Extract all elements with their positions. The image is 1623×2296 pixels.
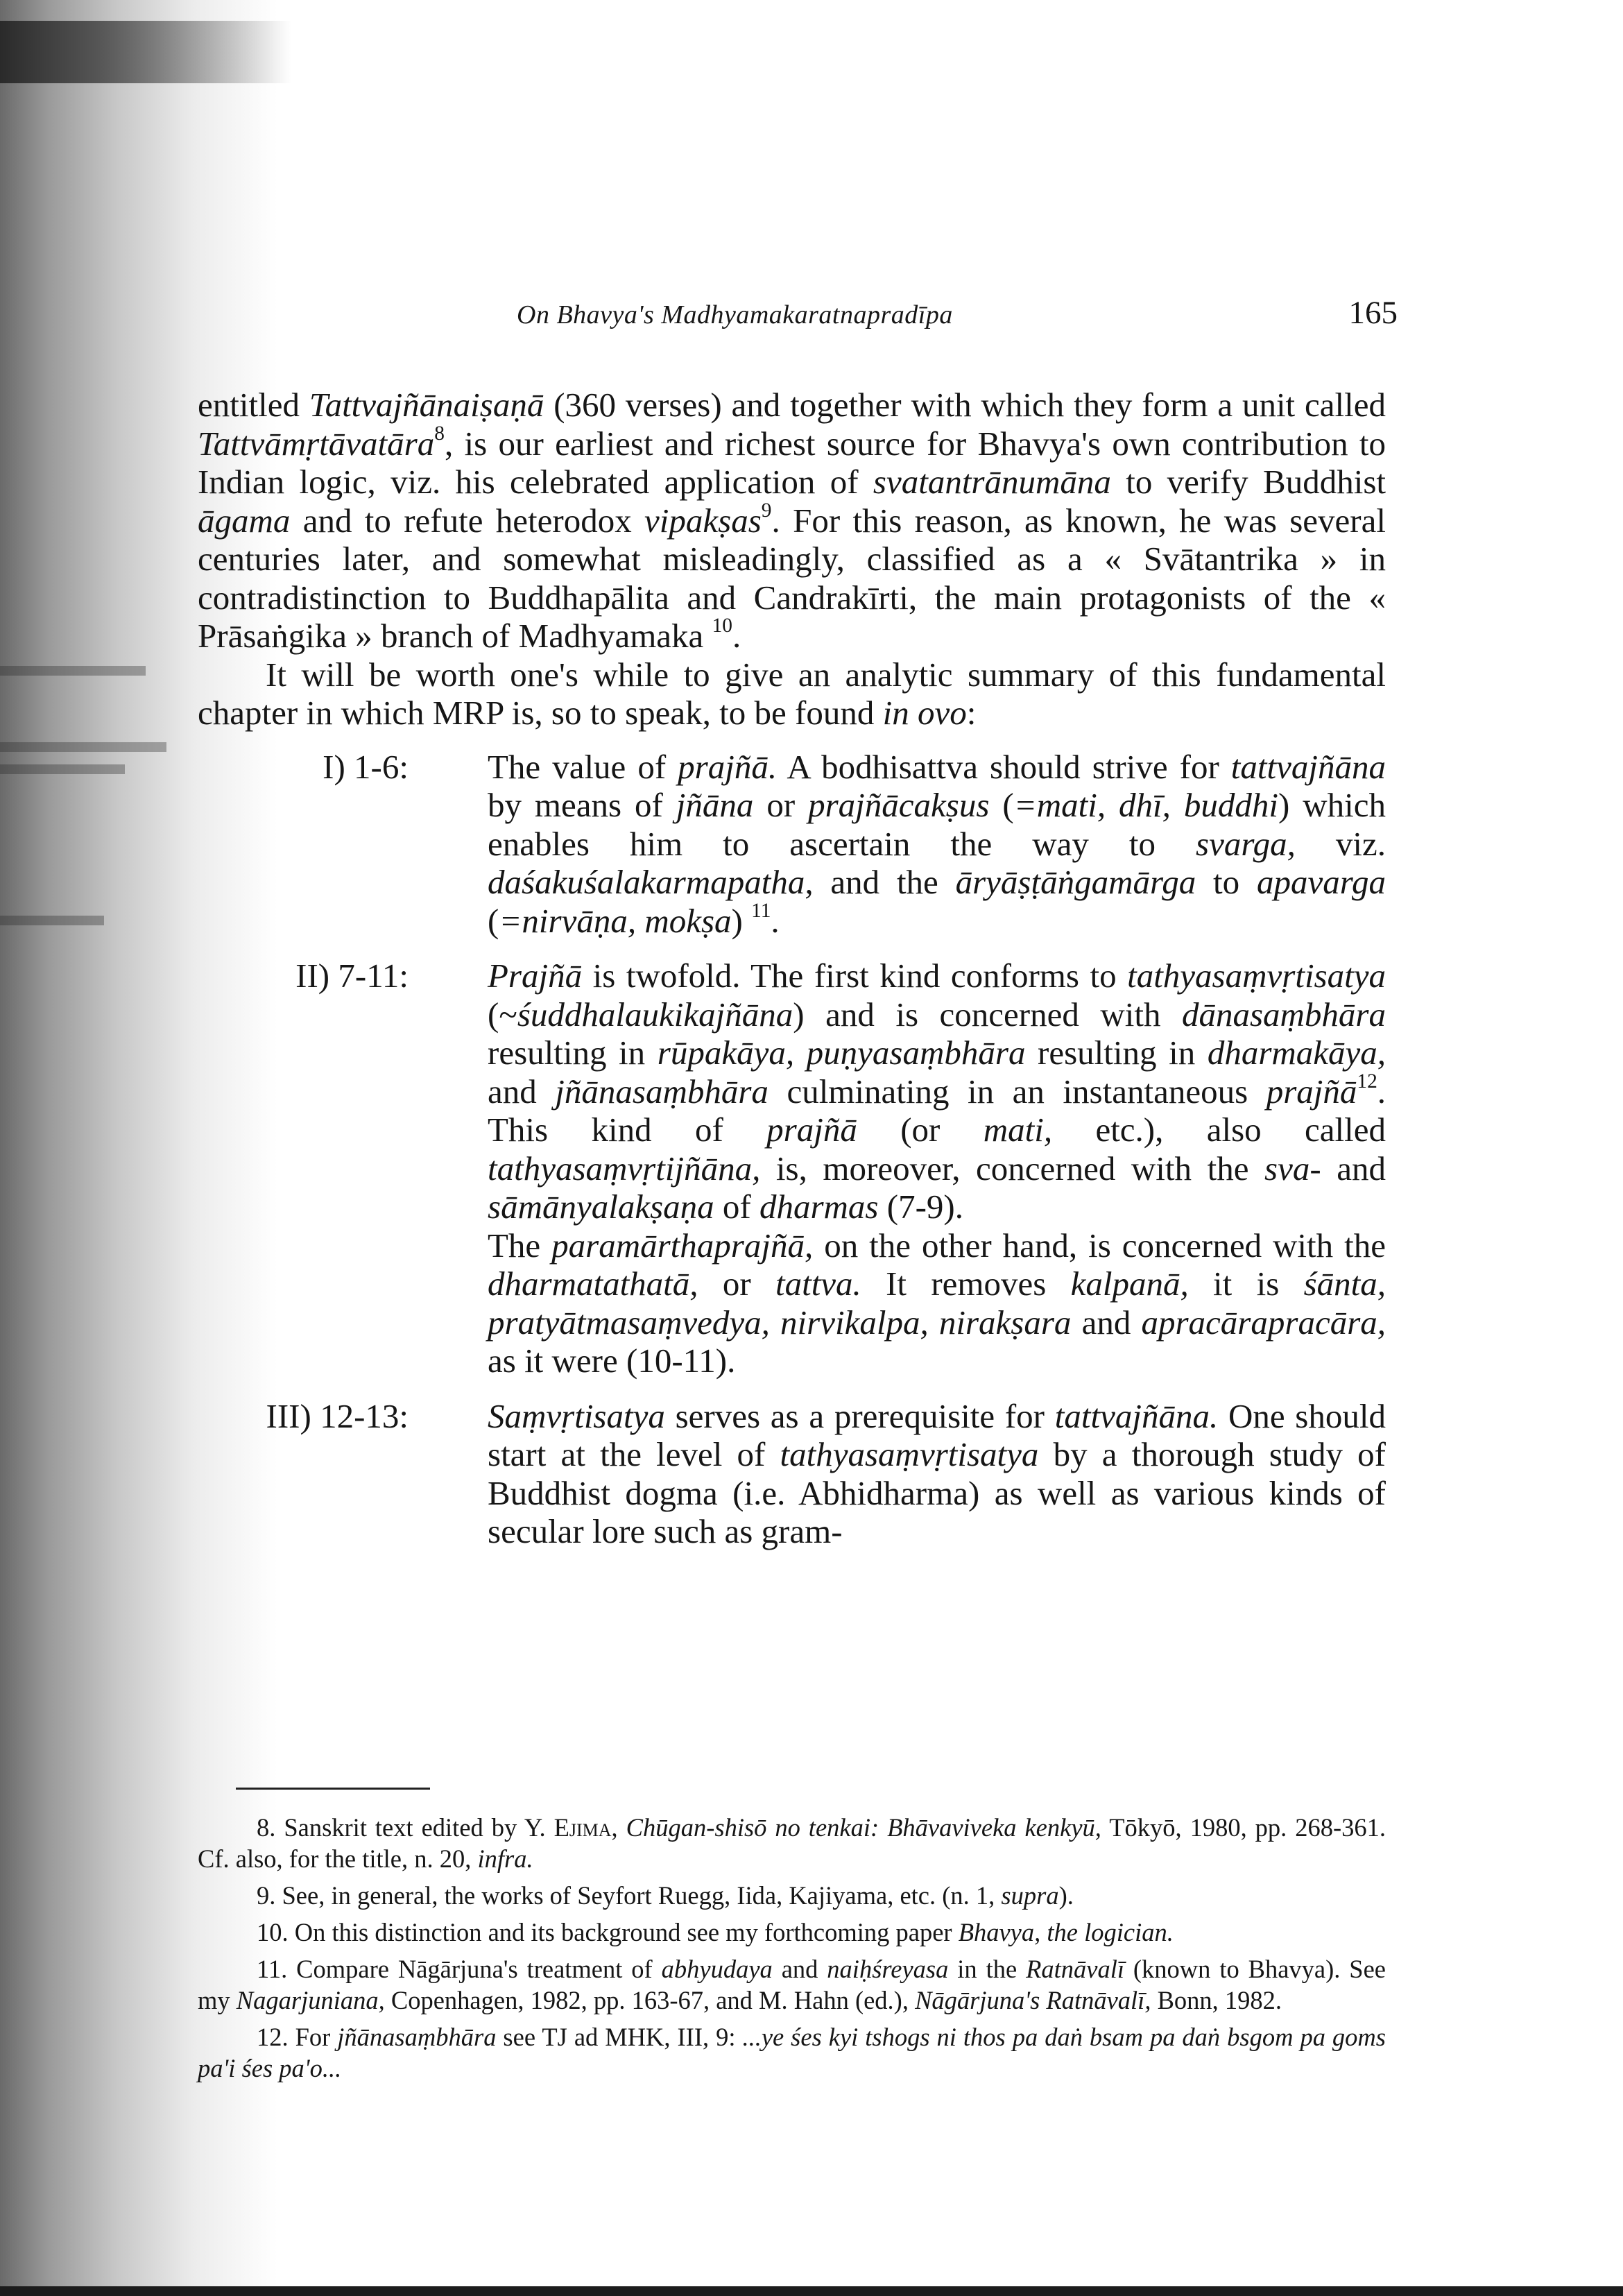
running-title: On Bhavya's Madhyamakaratnapradīpa xyxy=(517,300,953,329)
footnote-12: 12. For jñānasaṃbhāra see TJ ad MHK, III, 9: ...ye śes kyi tshogs ni thos pa daṅ bsam pa daṅ bsgom pa goms pa'i śes pa'o... xyxy=(198,2023,1386,2082)
summary-item-1 xyxy=(198,748,1386,941)
main-text xyxy=(198,386,1386,1551)
summary-item-3 xyxy=(198,1397,1386,1551)
footnote-separator xyxy=(236,1788,430,1790)
summary-item-label: III) 12-13: xyxy=(266,1396,409,1435)
paragraph-1: entitled Tattvajñānaiṣaṇā (360 verses) and together with which they form a unit called Tattvāmṛtāvatāra$^8$, is our earliest and richest source for Bhavya's own contribution to Indian logic, viz. his celebrated application of svatantrānumāna to verify Buddhist āgama and to refute heterodox vipakṣas$^9$. For this reason, as known, he was several centuries later, and somewhat misleadingly, classified as a « Svātantrika » in contradistinction to Buddhapālita and Candrakīrti, the main protagonists of the « Prāsaṅgika » branch of Madhyamaka $^{10}$. xyxy=(198,386,1386,655)
page-number: 165 xyxy=(1348,295,1398,331)
footnote-ref-12: 12 xyxy=(1357,1070,1377,1093)
footnote-ref-8: 8 xyxy=(434,422,445,445)
summary-item-label: II) 7-11: xyxy=(295,957,409,995)
paragraph-2: It will be worth one's while to give an analytic summary of this fundamental chapter in which MRP is, so to speak, to be found in ovo: xyxy=(198,655,1386,732)
footnote-ref-9: 9 xyxy=(761,499,772,522)
summary-item-2 xyxy=(198,957,1386,1380)
summary-item-label: I) 1-6: xyxy=(323,747,409,786)
summary-item-text: Saṃvṛtisatya serves as a prerequisite for tattvajñāna. One should start at the level of tathyasaṃvṛtisatya by a thorough study of Buddhist dogma (i.e. Abhidharma) as well as various kinds of secular lore such as gram- xyxy=(488,1396,1386,1550)
footnotes xyxy=(198,1812,1386,2089)
footnote-10: 10. On this distinction and its background see my forthcoming paper Bhavya, the logician. xyxy=(257,1918,1174,1946)
footnote-ref-10: 10 xyxy=(712,614,732,637)
summary-item-text: Prajñā is twofold. The first kind conforms to tathyasaṃvṛtisatya (~śuddhalaukikajñāna) and is concerned with dānasaṃbhāra resulting in rūpakāya, puṇyasaṃbhāra resulting in dharmakāya, and jñānasaṃbhāra culminating in an instantaneous prajñā$^{12}$. This kind of prajñā (or mati, etc.), also called tathyasaṃvṛtijñāna, is, moreover, concerned with the sva- and sāmānyalakṣaṇa of dharmas (7-9). The paramārthaprajñā, on the other hand, is concerned with the dharmatathatā, or tattva. It removes kalpanā, it is śānta, pratyātmasaṃvedya, nirvikalpa, nirakṣara and apracārapracāra, as it were (10-11). xyxy=(488,957,1386,1380)
footnote-ref-11: 11 xyxy=(751,899,771,922)
page-header xyxy=(517,294,1398,336)
footnote-8: 8. Sanskrit text edited by Y. Ejima, Chūgan-shisō no tenkai: Bhāvaviveka kenkyū, Tōkyō, 1980, pp. 268-361. Cf. also, for the title, n. 20, infra. xyxy=(198,1813,1386,1873)
footnote-11: 11. Compare Nāgārjuna's treatment of abhyudaya and naiḥśreyasa in the Ratnāvalī (known to Bhavya). See my Nagarjuniana, Copenhagen, 1982, pp. 163-67, and M. Hahn (ed.), Nāgārjuna's Ratnāvalī, Bonn, 1982. xyxy=(198,1955,1386,2014)
footnote-9: 9. See, in general, the works of Seyfort Ruegg, Iida, Kajiyama, etc. (n. 1, supra). xyxy=(257,1881,1074,1910)
summary-item-text: The value of prajñā. A bodhisattva should strive for tattvajñāna by means of jñāna or prajñācakṣus (=mati, dhī, buddhi) which enables him to ascertain the way to svarga, viz. daśakuśalakarmapatha, and the āryāṣṭāṅgamārga to apavarga (=nirvāṇa, mokṣa) $^{11}$. xyxy=(488,747,1386,940)
